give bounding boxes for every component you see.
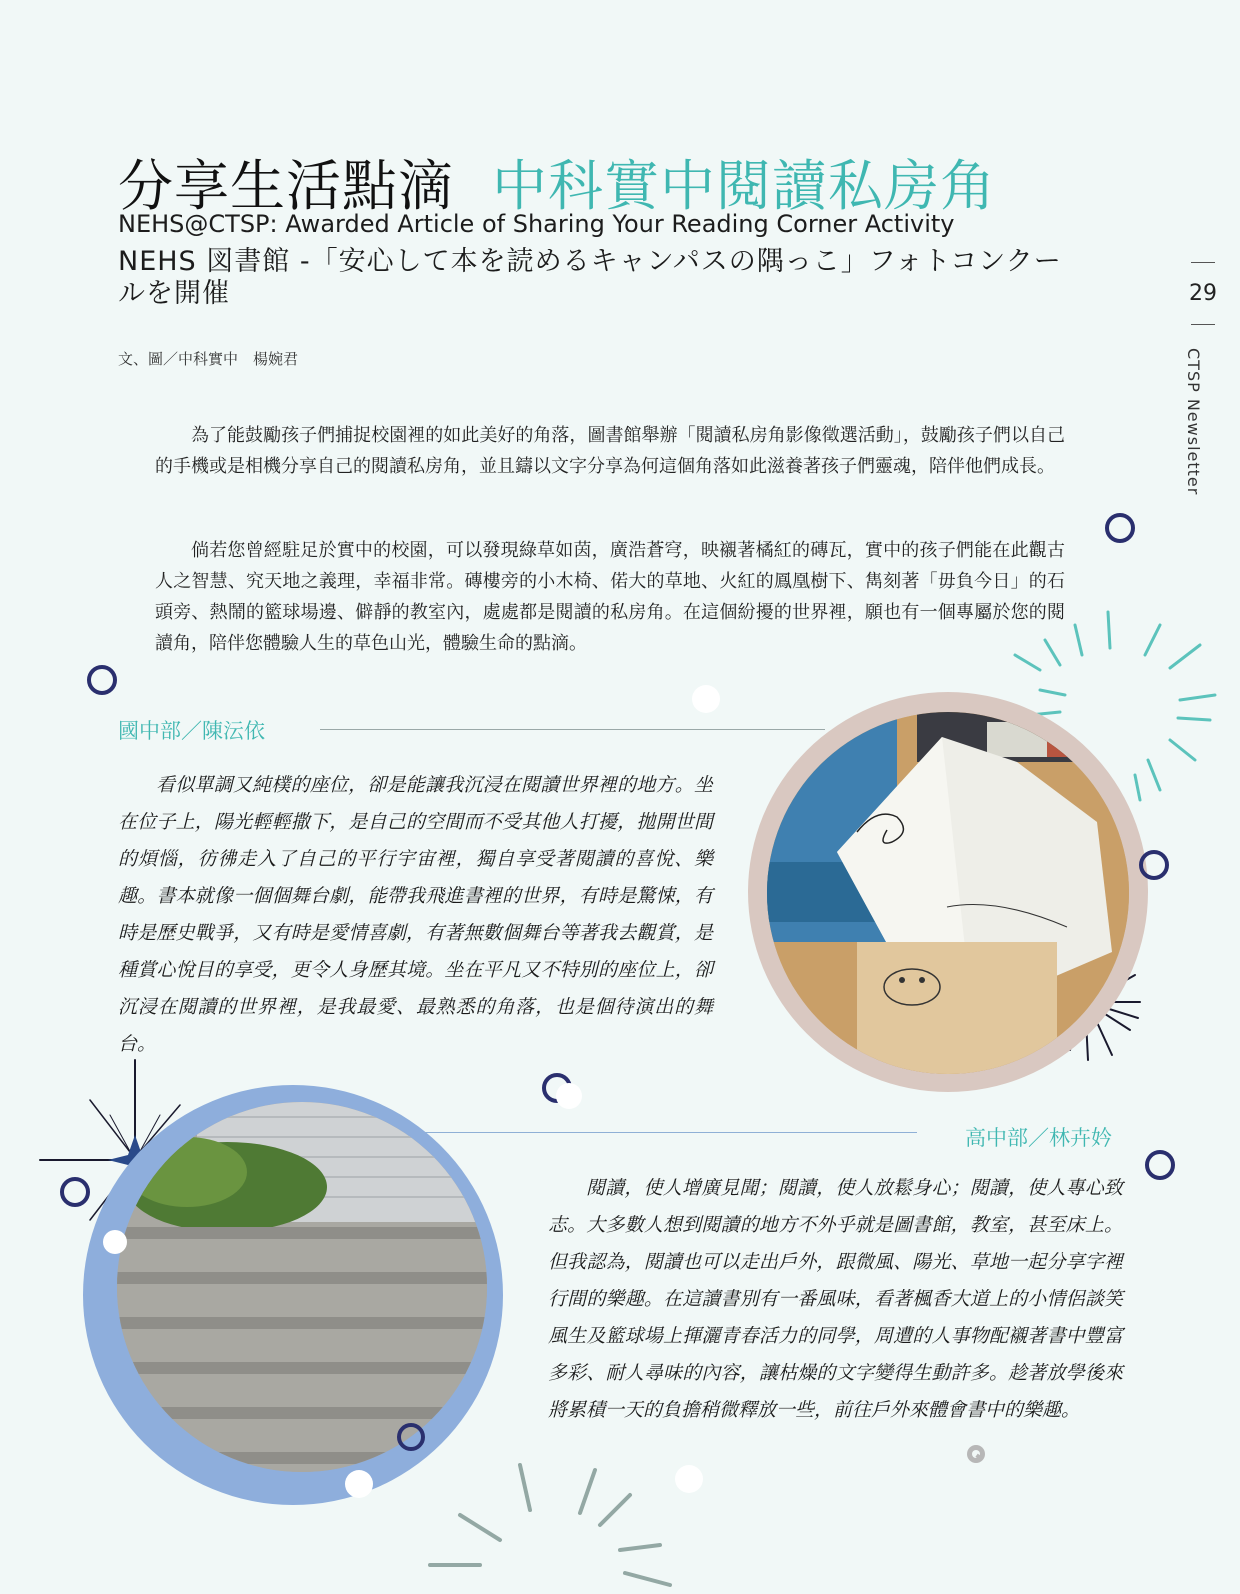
junior-section-heading: 國中部／陳沄依 — [118, 719, 265, 743]
dot-decoration-icon — [556, 1083, 582, 1109]
subtitle-english: NEHS@CTSP: Awarded Article of Sharing Your Reading Corner Activity — [118, 210, 955, 238]
junior-section-divider — [320, 729, 825, 730]
dot-decoration-icon — [675, 1465, 703, 1493]
byline: 文、圖／中科實中 楊婉君 — [118, 350, 299, 368]
senior-essay-text: 閱讀，使人增廣見聞；閱讀，使人放鬆身心；閱讀，使人專心致志。大多數人想到閱讀的地方不外乎就是圖書館，教室，甚至床上。但我認為，閱讀也可以走出戶外，跟微風、陽光、草地一起分享字裡行間的樂趣。在這讀書別有一番風味，看著楓香大道上的小情侶談笑風生及籃球場上揮灑青春活力的同學，周遭的人事物配襯著書中豐富多彩、耐人尋味的內容，讓枯燥的文字變得生動許多。趁著放學後來將累積一天的負擔稍微釋放一些，前往戶外來體會書中的樂趣。 — [548, 1177, 1123, 1421]
page-title-highlight: 中科實中閱讀私房角 — [492, 154, 997, 218]
intro-paragraph-1: 為了能鼓勵孩子們捕捉校園裡的如此美好的角落，圖書館舉辦「閱讀私房角影像徵選活動」，鼓勵孩子們以自己的手機或是相機分享自己的閱讀私房角，並且鑄以文字分享為何這個角落如此滋養著孩子們靈魂，陪伴他們成長。 — [155, 425, 1065, 477]
page-title: 分享生活點滴 — [118, 154, 455, 218]
reading-corner-photo-steps — [117, 1102, 487, 1472]
senior-section-divider — [425, 1132, 917, 1133]
ring-decoration-icon — [87, 665, 117, 695]
starburst-bottom-icon — [420, 1455, 710, 1594]
reading-corner-photo-book — [767, 712, 1129, 1074]
dot-decoration-icon — [345, 1470, 373, 1498]
junior-essay-text: 看似單調又純樸的座位，卻是能讓我沉浸在閱讀世界裡的地方。坐在位子上，陽光輕輕撒下，是自己的空間而不受其他人打擾，拋開世間的煩惱，彷彿走入了自己的平行宇宙裡，獨自享受著閱讀的喜悅、樂趣。書本就像一個個舞台劇，能帶我飛進書裡的世界，有時是驚悚，有時是歷史戰爭，又有時是愛情喜劇，有著無數個舞台等著我去觀賞，是種賞心悅目的享受，更令人身歷其境。坐在平凡又不特別的座位上，卻沉浸在閱讀的世界裡，是我最愛、最熟悉的角落，也是個待演出的舞台。 — [118, 774, 713, 1055]
ring-decoration-icon — [1105, 513, 1135, 543]
q-end-mark-icon — [965, 1443, 987, 1465]
ring-decoration-icon — [60, 1177, 90, 1207]
dot-decoration-icon — [692, 685, 720, 713]
page-number-rule-top — [1191, 262, 1215, 263]
page-number-rule-bottom — [1191, 324, 1215, 325]
intro-paragraph-2: 倘若您曾經駐足於實中的校園，可以發現綠草如茵，廣浩蒼穹，映襯著橘紅的磚瓦，實中的孩子們能在此觀古人之智慧、究天地之義理，幸福非常。磚樓旁的小木椅、偌大的草地、火紅的鳳凰樹下、雋刻著「毋負今日」的石頭旁、熱鬧的籃球場邊、僻靜的教室內，處處都是閱讀的私房角。在這個紛擾的世界裡，願也有一個專屬於您的閱讀角，陪伴您體驗人生的草色山光，體驗生命的點滴。 — [155, 540, 1065, 654]
ring-decoration-icon — [397, 1423, 425, 1451]
senior-section-heading: 高中部／林卉妗 — [965, 1126, 1112, 1150]
newsletter-label: CTSP Newsletter — [1184, 348, 1203, 496]
ring-decoration-icon — [1139, 850, 1169, 880]
ring-decoration-icon — [1145, 1150, 1175, 1180]
subtitle-japanese: NEHS 図書館 -「安心して本を読めるキャンパスの隅っこ」フォトコンクールを開催 — [118, 246, 1062, 309]
page-number: 29 — [1189, 281, 1217, 306]
dot-decoration-icon — [103, 1230, 127, 1254]
